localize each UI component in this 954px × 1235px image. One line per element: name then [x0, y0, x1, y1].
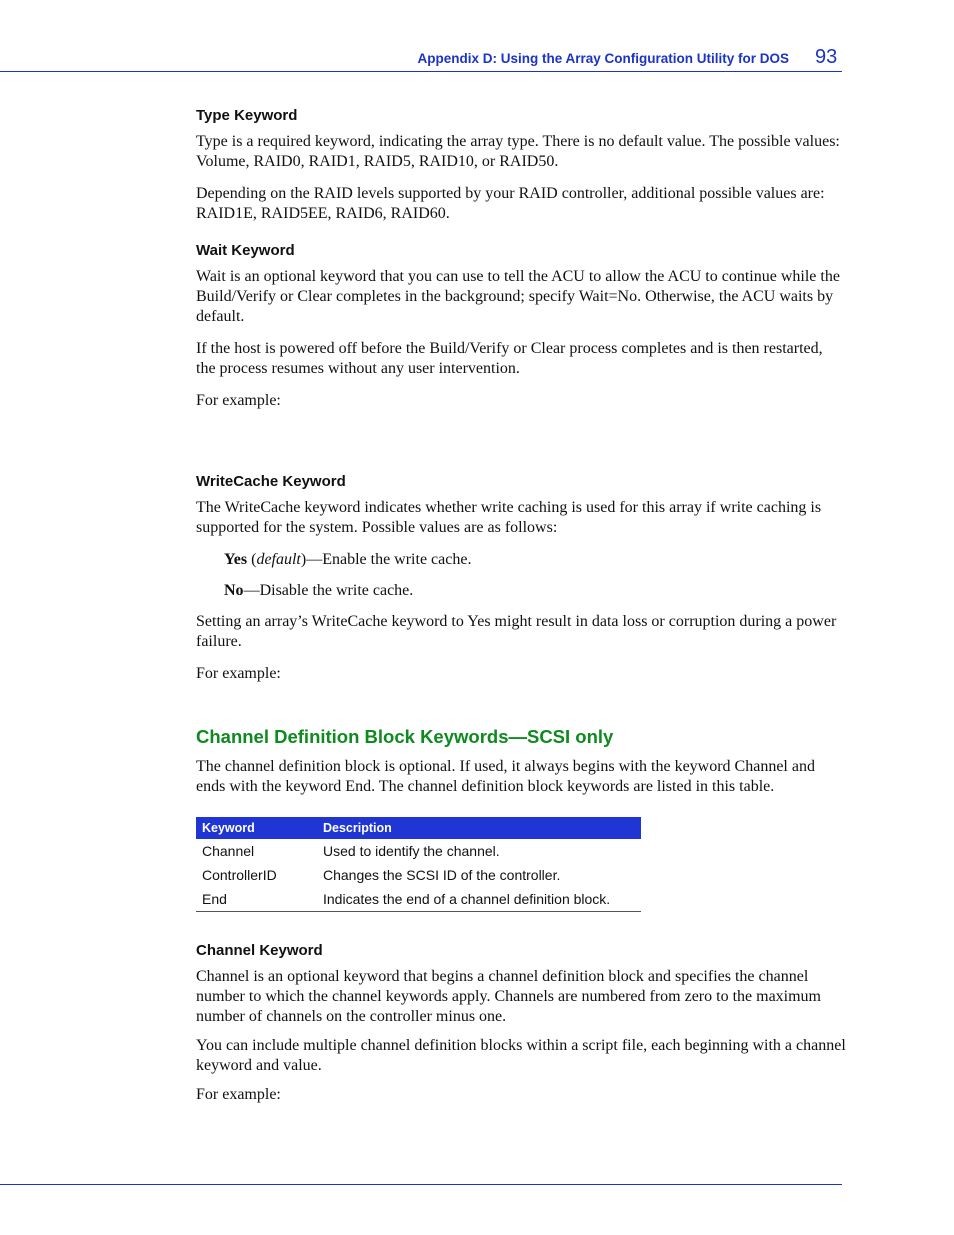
type-keyword-paragraph-1: Type is a required keyword, indicating the array type. There is no default value. The possible values: Volume, RAID0, RAID1, RAID5, RAID10, or RAID50.	[196, 133, 840, 170]
table-row	[196, 887, 641, 912]
table-row	[196, 863, 641, 887]
running-head: Appendix D: Using the Array Configuration Utility for DOS	[417, 51, 789, 66]
channel-keyword-paragraph-1: Channel is an optional keyword that begins a channel definition block and specifies the channel number to which the channel keywords apply. Channels are numbered from zero to the maximum number of channels on the controller minus one.	[196, 968, 821, 1025]
page-number: 93	[815, 46, 838, 68]
channel-keyword-heading: Channel Keyword	[196, 942, 323, 959]
yes-term: Yes	[224, 551, 248, 568]
channel-example-label: For example:	[196, 1086, 281, 1103]
wait-keyword-paragraph-1: Wait is an optional keyword that you can use to tell the ACU to allow the ACU to continue while the Build/Verify or Clear completes in the background; specify Wait=No. Otherwise, the ACU waits by default.	[196, 268, 840, 325]
wait-keyword-heading: Wait Keyword	[196, 242, 295, 259]
header-rule	[0, 71, 842, 72]
table-cell-description: Changes the SCSI ID of the controller.	[323, 867, 561, 883]
no-term: No	[224, 582, 244, 599]
table-row	[196, 839, 641, 863]
type-keyword-heading: Type Keyword	[196, 107, 298, 124]
wait-keyword-paragraph-2: If the host is powered off before the Build/Verify or Clear process completes and is then restarted, the process resumes without any user intervention.	[196, 340, 823, 377]
default-marker: default	[256, 551, 301, 568]
table-header-description: Description	[317, 817, 641, 839]
footer-rule	[0, 1184, 842, 1185]
writecache-no-value: No—Disable the write cache.	[224, 582, 414, 599]
table-header-row	[196, 817, 641, 839]
wait-keyword-example-label: For example:	[196, 392, 281, 409]
writecache-keyword-heading: WriteCache Keyword	[196, 473, 346, 490]
channel-section-heading: Channel Definition Block Keywords—SCSI only	[196, 726, 614, 747]
table-header-keyword: Keyword	[196, 817, 317, 839]
table-cell-keyword: End	[202, 891, 227, 907]
table-cell-description: Used to identify the channel.	[323, 843, 500, 859]
type-keyword-paragraph-2: Depending on the RAID levels supported by your RAID controller, additional possible values are: RAID1E, RAID5EE, RAID6, RAID60.	[196, 185, 825, 222]
writecache-example-label: For example:	[196, 665, 281, 682]
table-cell-description: Indicates the end of a channel definition block.	[323, 891, 611, 907]
page-content	[196, 107, 846, 1117]
channel-section-intro: The channel definition block is optional. If used, it always begins with the keyword Channel and ends with the keyword End. The channel definition block keywords are listed in this table.	[196, 758, 815, 795]
writecache-keyword-paragraph-1: The WriteCache keyword indicates whether write caching is used for this array if write caching is supported for the system. Possible values are as follows:	[196, 499, 822, 536]
table-cell-keyword: Channel	[202, 843, 255, 859]
channel-keyword-paragraph-2: You can include multiple channel definition blocks within a script file, each beginning with a channel keyword and value.	[196, 1037, 846, 1074]
channel-keywords-table	[196, 817, 641, 912]
writecache-keyword-paragraph-2: Setting an array’s WriteCache keyword to Yes might result in data loss or corruption during a power failure.	[196, 613, 837, 650]
writecache-yes-value: Yes (default)—Enable the write cache.	[224, 551, 472, 568]
table-cell-keyword: ControllerID	[202, 867, 277, 883]
